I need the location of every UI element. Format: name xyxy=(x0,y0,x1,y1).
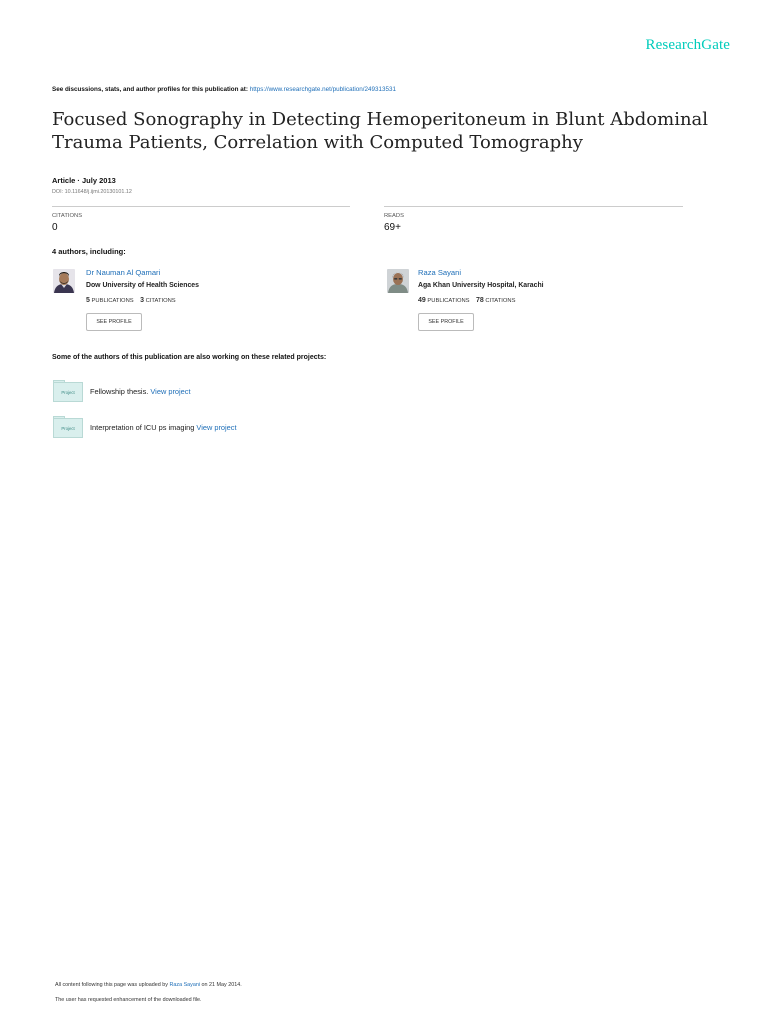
title-line: Trauma Patients, Correlation with Computed Tomography xyxy=(52,132,583,153)
reads-label: READS xyxy=(384,213,404,219)
citations-count: 3 xyxy=(140,297,144,304)
project-title: Fellowship thesis. xyxy=(90,387,151,396)
publications-label: PUBLICATIONS xyxy=(91,298,134,304)
title-line: Focused Sonography in Detecting Hemoperitoneum in Blunt Abdominal xyxy=(52,109,709,130)
discussion-line xyxy=(52,86,396,93)
person-avatar-icon xyxy=(387,269,409,293)
citations-label: CITATIONS xyxy=(145,298,176,304)
discussion-text: See discussions, stats, and author profiles for this publication at: xyxy=(52,86,250,93)
enhancement-note: The user has requested enhancement of the downloaded file. xyxy=(55,997,202,1003)
author-institution: Aga Khan University Hospital, Karachi xyxy=(418,282,544,289)
divider xyxy=(52,206,350,207)
author-name-link[interactable]: Dr Nauman Al Qamari xyxy=(86,268,161,277)
see-profile-button[interactable]: SEE PROFILE xyxy=(86,313,142,331)
project-icon-label: Project xyxy=(61,426,75,431)
person-avatar-icon xyxy=(53,269,75,293)
researchgate-logo[interactable]: ResearchGate xyxy=(645,37,730,53)
author-avatar[interactable] xyxy=(387,269,409,293)
reads-value: 69+ xyxy=(384,222,401,233)
publications-count: 5 xyxy=(86,297,90,304)
view-project-link[interactable]: View project xyxy=(150,387,191,396)
citations-count: 78 xyxy=(475,297,484,304)
upload-note xyxy=(55,982,242,988)
project-icon-label: Project xyxy=(61,390,75,395)
citations-value: 0 xyxy=(52,222,58,233)
author-name-link[interactable]: Raza Sayani xyxy=(418,268,462,277)
author-stats xyxy=(86,297,176,304)
project-folder-icon[interactable] xyxy=(53,382,83,402)
project-item xyxy=(90,387,191,396)
see-profile-button[interactable]: SEE PROFILE xyxy=(418,313,474,331)
publication-title xyxy=(52,108,712,154)
author-avatar[interactable] xyxy=(53,269,75,293)
divider xyxy=(384,206,683,207)
author-stats xyxy=(418,297,515,304)
article-meta: Article · July 2013 xyxy=(52,176,116,185)
authors-heading: 4 authors, including: xyxy=(52,247,126,256)
view-project-link[interactable]: View project xyxy=(196,423,237,432)
project-folder-icon[interactable] xyxy=(53,418,83,438)
related-projects-heading: Some of the authors of this publication are also working on these related projects: xyxy=(52,354,327,361)
publication-url-link[interactable]: https://www.researchgate.net/publication/249313531 xyxy=(249,86,397,93)
upload-note-prefix: All content following this page was uploaded by xyxy=(55,982,170,988)
citations-label: CITATIONS xyxy=(485,298,516,304)
citations-label: CITATIONS xyxy=(52,213,83,219)
uploader-link[interactable]: Raza Sayani xyxy=(169,982,201,988)
project-item xyxy=(90,423,237,432)
doi: DOI: 10.11648/j.ijmi.20130101.12 xyxy=(52,189,132,195)
project-title: Interpretation of ICU ps imaging xyxy=(90,423,197,432)
author-institution: Dow University of Health Sciences xyxy=(86,282,199,289)
publications-count: 49 xyxy=(418,297,426,304)
publications-label: PUBLICATIONS xyxy=(427,298,470,304)
upload-note-suffix: on 21 May 2014. xyxy=(200,982,242,988)
